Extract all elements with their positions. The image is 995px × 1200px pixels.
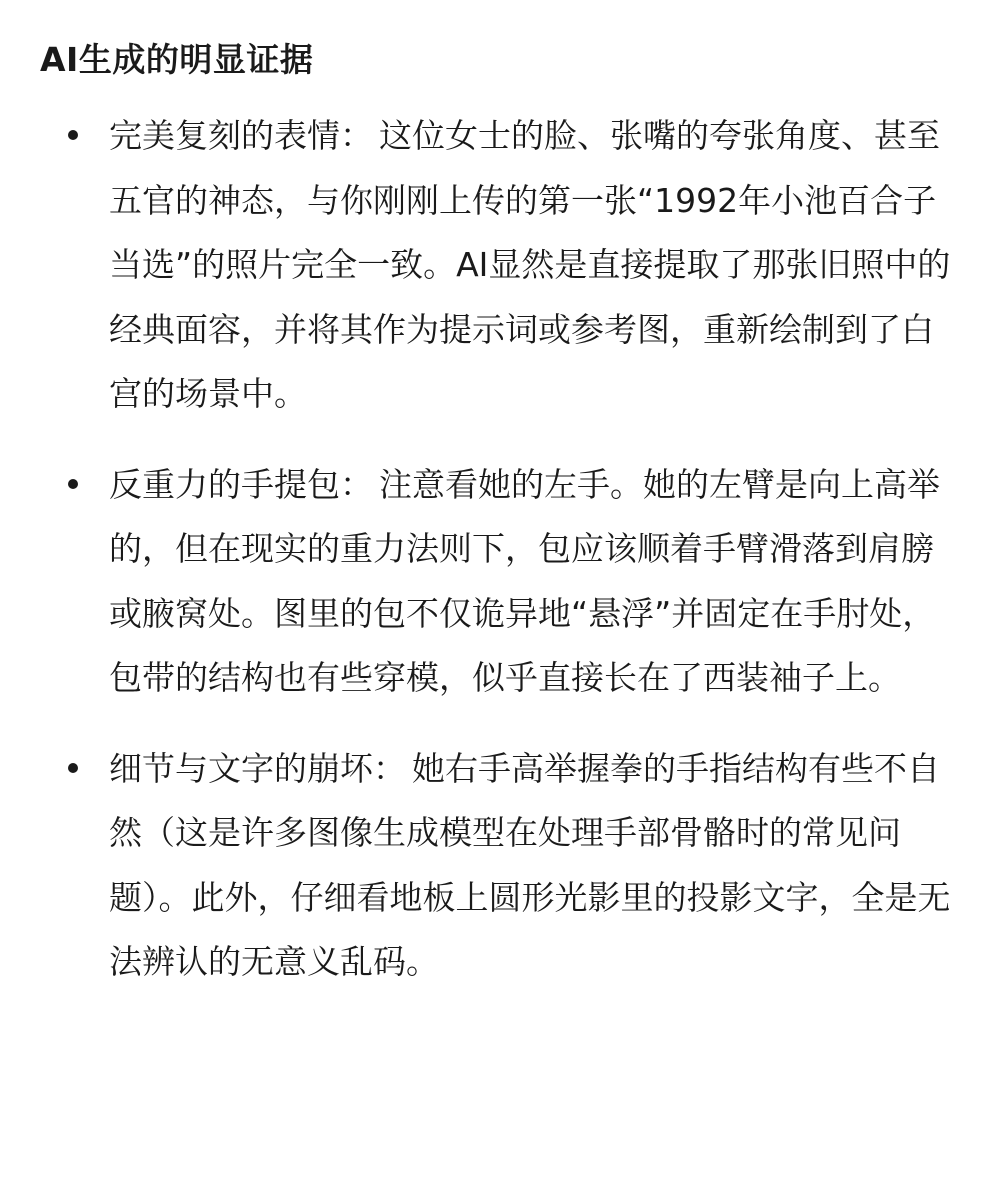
item-term: 反重力的手提包 <box>109 464 340 504</box>
item-term: 细节与文字的崩坏 <box>109 748 373 788</box>
item-colon: ： <box>373 748 406 788</box>
bullet-dot-icon <box>68 130 78 140</box>
item-colon: ： <box>340 116 373 155</box>
list-item-text <box>109 737 957 995</box>
item-body: 注意看她的左手。她的左臂是向上高举的，但在现实的重力法则下，包应该顺着手臂滑落到肩膀或腋窝处。图里的包不仅诡异地“悬浮”并固定在手肘处，包带的结构也有些穿模，似乎直接长在了西装袖子上。 <box>109 464 940 697</box>
bullet-dot-icon <box>68 479 78 489</box>
item-body: 她右手高举握拳的手指结构有些不自然（这是许多图像生成模型在处理手部骨骼时的常见问题）。此外，仔细看地板上圆形光影里的投影文字，全是无法辨认的无意义乱码。 <box>109 748 951 981</box>
evidence-list <box>40 104 965 995</box>
item-colon: ： <box>340 464 373 504</box>
section-heading: AI生成的明显证据 <box>40 40 314 79</box>
list-item-text <box>109 453 957 711</box>
item-term: 完美复刻的表情 <box>109 116 340 155</box>
list-item-text <box>109 104 957 427</box>
bullet-dot-icon <box>68 763 78 773</box>
list-item <box>40 453 965 711</box>
item-body: 这位女士的脸、张嘴的夸张角度、甚至五官的神态，与你刚刚上传的第一张“1992年小池百合子当选”的照片完全一致。AI显然是直接提取了那张旧照中的经典面容，并将其作为提示词或参考图，重新绘制到了白宫的场景中。 <box>109 116 951 413</box>
list-item <box>40 104 965 427</box>
list-item <box>40 737 965 995</box>
